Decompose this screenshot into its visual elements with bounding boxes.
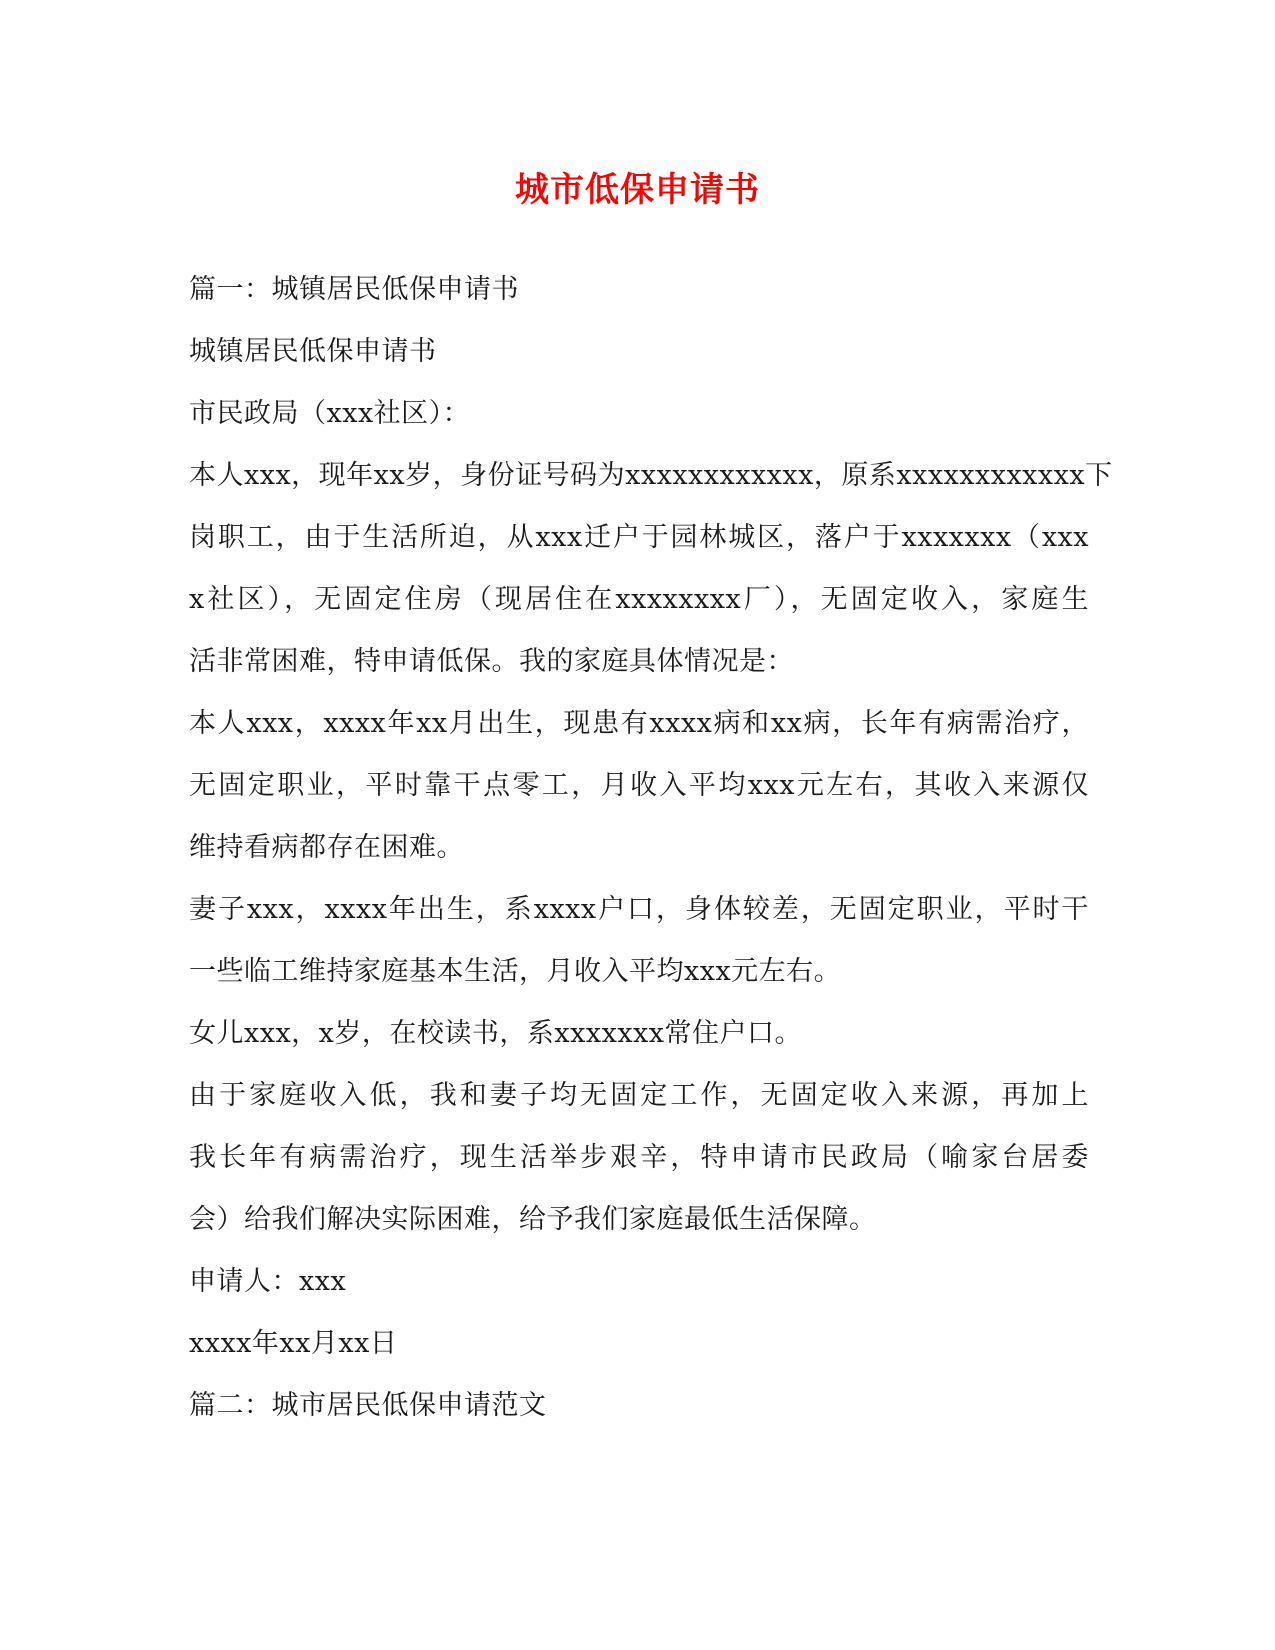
salutation: 市民政局（xxx社区）： <box>189 398 471 429</box>
body-line: 本人xxx，xxxx年xx月出生，现患有xxxx病和xx病，长年有病需治疗， <box>189 708 1089 739</box>
body-line: 一些临工维持家庭基本生活，月收入平均xxx元左右。 <box>189 956 842 987</box>
section-heading-1: 篇一：城镇居民低保申请书 <box>189 274 519 305</box>
body-line: 活非常困难，特申请低保。我的家庭具体情况是： <box>189 646 794 677</box>
application-date: xxxx年xx月xx日 <box>189 1328 398 1359</box>
body-line: 岗职工，由于生活所迫，从xxx迁户于园林城区，落户于xxxxxxx（xxx <box>189 522 1089 553</box>
body-line: 由于家庭收入低，我和妻子均无固定工作，无固定收入来源，再加上 <box>189 1080 1089 1111</box>
body-line: 维持看病都存在困难。 <box>189 832 464 863</box>
body-line: 无固定职业，平时靠干点零工，月收入平均xxx元左右，其收入来源仅 <box>189 770 1089 801</box>
body-line: 本人xxx，现年xx岁，身份证号码为xxxxxxxxxxxx，原系xxxxxxxxxxxx下 <box>189 460 1113 491</box>
applicant-signature: 申请人：xxx <box>189 1266 347 1297</box>
document-title: 城市低保申请书 <box>515 170 760 210</box>
body-line: 女儿xxx，x岁，在校读书，系xxxxxxx常住户口。 <box>189 1018 802 1049</box>
body-line: 会）给我们解决实际困难，给予我们家庭最低生活保障。 <box>189 1204 877 1235</box>
body-line: 妻子xxx，xxxx年出生，系xxxx户口，身体较差，无固定职业，平时干 <box>189 894 1089 925</box>
body-line: 我长年有病需治疗，现生活举步艰辛，特申请市民政局（喻家台居委 <box>189 1142 1089 1173</box>
letter-heading: 城镇居民低保申请书 <box>189 336 437 367</box>
body-line: x社区），无固定住房（现居住在xxxxxxxx厂），无固定收入，家庭生 <box>189 584 1089 615</box>
section-heading-2: 篇二：城市居民低保申请范文 <box>189 1390 547 1421</box>
